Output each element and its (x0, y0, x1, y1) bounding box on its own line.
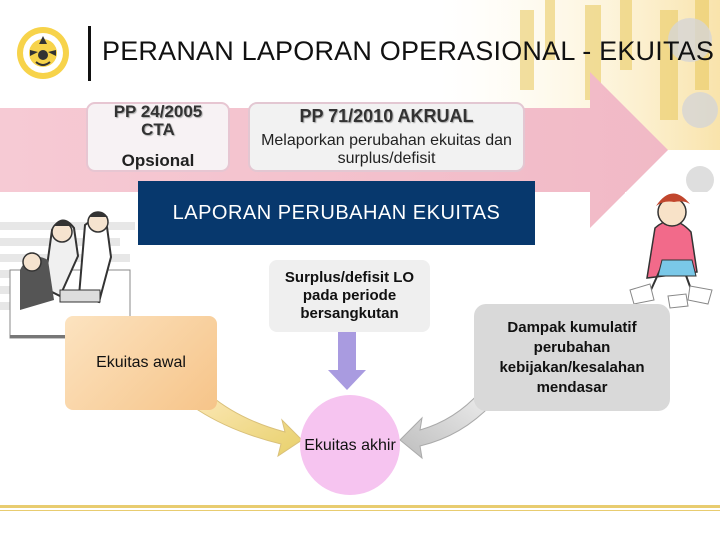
pp-2005-line2: CTA (141, 120, 175, 139)
ekuitas-akhir-circle: Ekuitas akhir (300, 395, 400, 495)
stressed-woman-illustration (625, 192, 720, 308)
footer-line (0, 505, 720, 508)
university-seal-icon (17, 27, 69, 79)
pp-2005-line1: PP 24/2005 (113, 102, 203, 121)
ekuitas-awal-box: Ekuitas awal (65, 316, 217, 410)
dampak-box: Dampak kumulatif perubahan kebijakan/kesalahan mendasar (474, 304, 670, 411)
slide-title: PERANAN LAPORAN OPERASIONAL - EKUITAS (102, 36, 715, 66)
down-arrow (328, 330, 366, 390)
surplus-box: Surplus/defisit LO pada periode bersangkutan (269, 260, 430, 332)
pp-2010-desc: Melaporkan perubahan ekuitas dan surplus/defisit (261, 132, 512, 167)
pp-2010-box (248, 102, 525, 172)
footer-line-thin (0, 510, 720, 511)
report-banner: LAPORAN PERUBAHAN EKUITAS (138, 181, 535, 245)
pp-2005-status: Opsional (121, 151, 195, 170)
title-divider (88, 26, 91, 81)
pp-2005-box (86, 102, 230, 172)
pp-2010-title: PP 71/2010 AKRUAL (299, 106, 474, 126)
